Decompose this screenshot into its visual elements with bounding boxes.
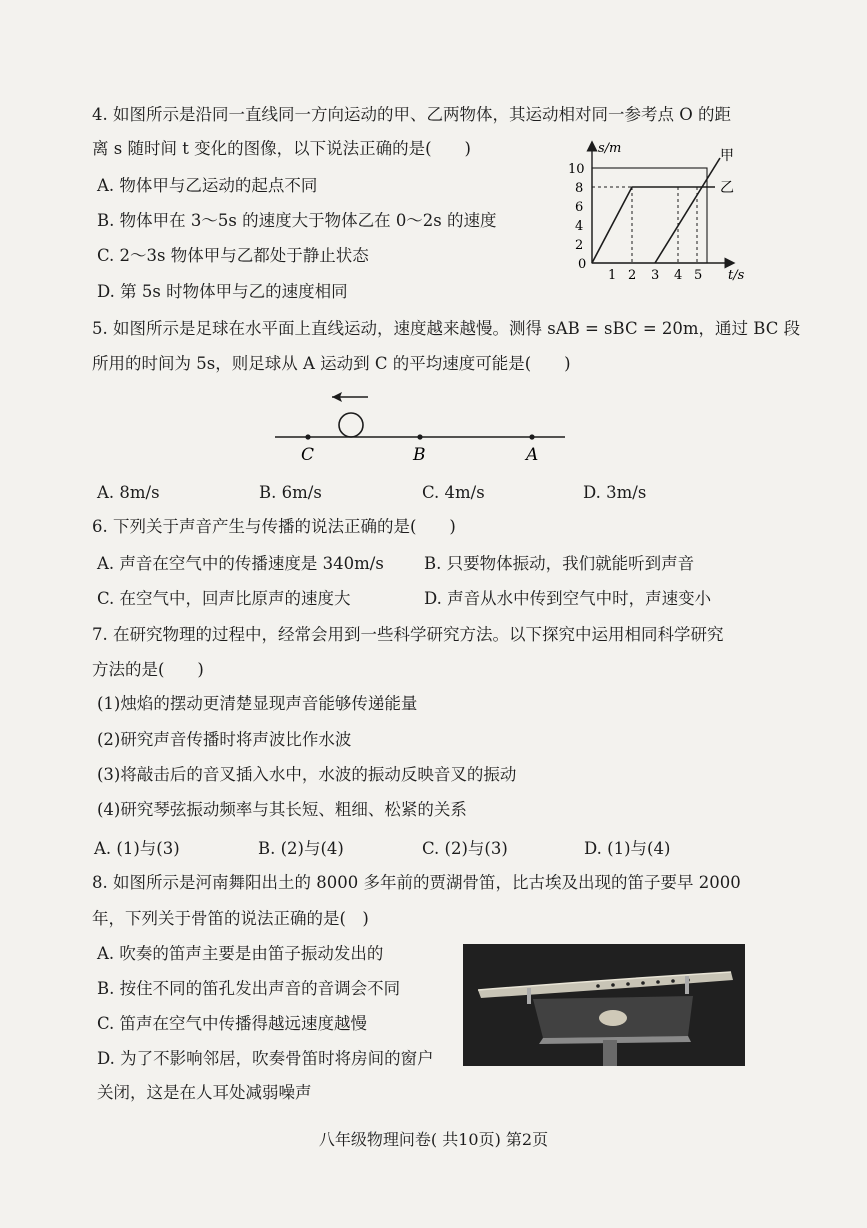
- q8-option-b: B. 按住不同的笛孔发出声音的音调会不同: [97, 979, 401, 998]
- q8-option-c: C. 笛声在空气中传播得越远速度越慢: [97, 1014, 368, 1033]
- q5-label-b: B: [413, 445, 426, 465]
- q8-option-d-cont: 关闭，这是在人耳处减弱噪声: [97, 1083, 312, 1102]
- q8-stem-line1: 8. 如图所示是河南舞阳出土的 8000 多年前的贾湖骨笛，比古埃及出现的笛子要早 2000: [92, 873, 741, 892]
- q4-stem-line1: 4. 如图所示是沿同一直线同一方向运动的甲、乙两物体，其运动相对同一参考点 O 的距: [92, 105, 732, 124]
- q4-origin: 0: [578, 257, 587, 272]
- q6-option-d: D. 声音从水中传到空气中时，声速变小: [424, 589, 712, 608]
- page-footer: 八年级物理问卷( 共10页) 第2页: [318, 1130, 549, 1149]
- q7-item-2: (2)研究声音传播时将声波比作水波: [97, 730, 352, 749]
- q8-option-a: A. 吹奏的笛声主要是由笛子振动发出的: [97, 944, 384, 963]
- q7-item-4: (4)研究琴弦振动频率与其长短、粗细、松紧的关系: [97, 800, 467, 819]
- q5-option-d: D. 3m/s: [583, 483, 647, 502]
- q7-option-b: B. (2)与(4): [258, 839, 344, 858]
- q7-item-3: (3)将敲击后的音叉插入水中，水波的振动反映音叉的振动: [97, 765, 517, 784]
- q4-xtick-1: 1: [608, 268, 617, 283]
- q5-stem-line1: 5. 如图所示是足球在水平面上直线运动，速度越来越慢。测得 sAB = sBC = 20m，通过 BC 段: [92, 319, 801, 338]
- q7-stem-line1: 7. 在研究物理的过程中，经常会用到一些科学研究方法。以下探究中运用相同科学研究: [92, 625, 724, 644]
- q4-line-jia: [655, 158, 720, 263]
- q4-xtick-4: 4: [674, 268, 683, 283]
- q5-point-a: [529, 434, 534, 439]
- q5-ball: [339, 413, 363, 437]
- q4-label-yi: 乙: [720, 180, 734, 196]
- q4-ylabel: s/m: [598, 141, 622, 156]
- q4-xtick-3: 3: [651, 268, 660, 283]
- q7-option-a: A. (1)与(3): [94, 839, 180, 858]
- q6-stem: 6. 下列关于声音产生与传播的说法正确的是( ): [92, 517, 456, 536]
- q4-xlabel: t/s: [728, 268, 745, 283]
- q4-ytick-2: 2: [575, 238, 584, 253]
- q4-plot-frame: [592, 168, 707, 263]
- q5-option-c: C. 4m/s: [422, 483, 485, 502]
- q5-option-a: A. 8m/s: [97, 483, 160, 502]
- q5-point-b: [417, 434, 422, 439]
- q4-ytick-10: 10: [568, 162, 585, 177]
- q4-st-graph: [560, 138, 760, 288]
- bone-flute-illustration: [463, 944, 745, 1066]
- q4-option-b: B. 物体甲在 3～5s 的速度大于物体乙在 0～2s 的速度: [97, 211, 497, 230]
- q4-ytick-4: 4: [575, 219, 584, 234]
- q5-ball-figure: [270, 385, 570, 465]
- q4-xtick-2: 2: [628, 268, 637, 283]
- q4-xtick-5: 5: [694, 268, 703, 283]
- q7-option-d: D. (1)与(4): [584, 839, 671, 858]
- q5-point-c: [305, 434, 310, 439]
- q4-ytick-6: 6: [575, 200, 584, 215]
- q6-option-c: C. 在空气中，回声比原声的速度大: [97, 589, 351, 608]
- q5-option-b: B. 6m/s: [259, 483, 322, 502]
- q5-stem-line2: 所用的时间为 5s，则足球从 A 运动到 C 的平均速度可能是( ): [92, 354, 571, 373]
- q4-option-a: A. 物体甲与乙运动的起点不同: [97, 176, 318, 195]
- q5-label-a: A: [526, 445, 539, 465]
- q6-option-a: A. 声音在空气中的传播速度是 340m/s: [97, 554, 384, 573]
- q8-option-d: D. 为了不影响邻居，吹奏骨笛时将房间的窗户: [97, 1049, 434, 1068]
- q4-ytick-8: 8: [575, 181, 584, 196]
- q6-option-b: B. 只要物体振动，我们就能听到声音: [424, 554, 695, 573]
- q4-stem-line2: 离 s 随时间 t 变化的图像，以下说法正确的是( ): [92, 139, 471, 158]
- q7-stem-line2: 方法的是( ): [92, 660, 204, 679]
- q7-item-1: (1)烛焰的摆动更清楚显现声音能够传递能量: [97, 694, 418, 713]
- bone-flute-photo: [463, 944, 745, 1066]
- q7-option-c: C. (2)与(3): [422, 839, 508, 858]
- q4-option-c: C. 2～3s 物体甲与乙都处于静止状态: [97, 246, 369, 265]
- q5-label-c: C: [301, 445, 315, 465]
- q4-option-d: D. 第 5s 时物体甲与乙的速度相同: [97, 282, 348, 301]
- q4-label-jia: 甲: [720, 148, 734, 164]
- q8-stem-line2: 年，下列关于骨笛的说法正确的是( ): [92, 909, 369, 928]
